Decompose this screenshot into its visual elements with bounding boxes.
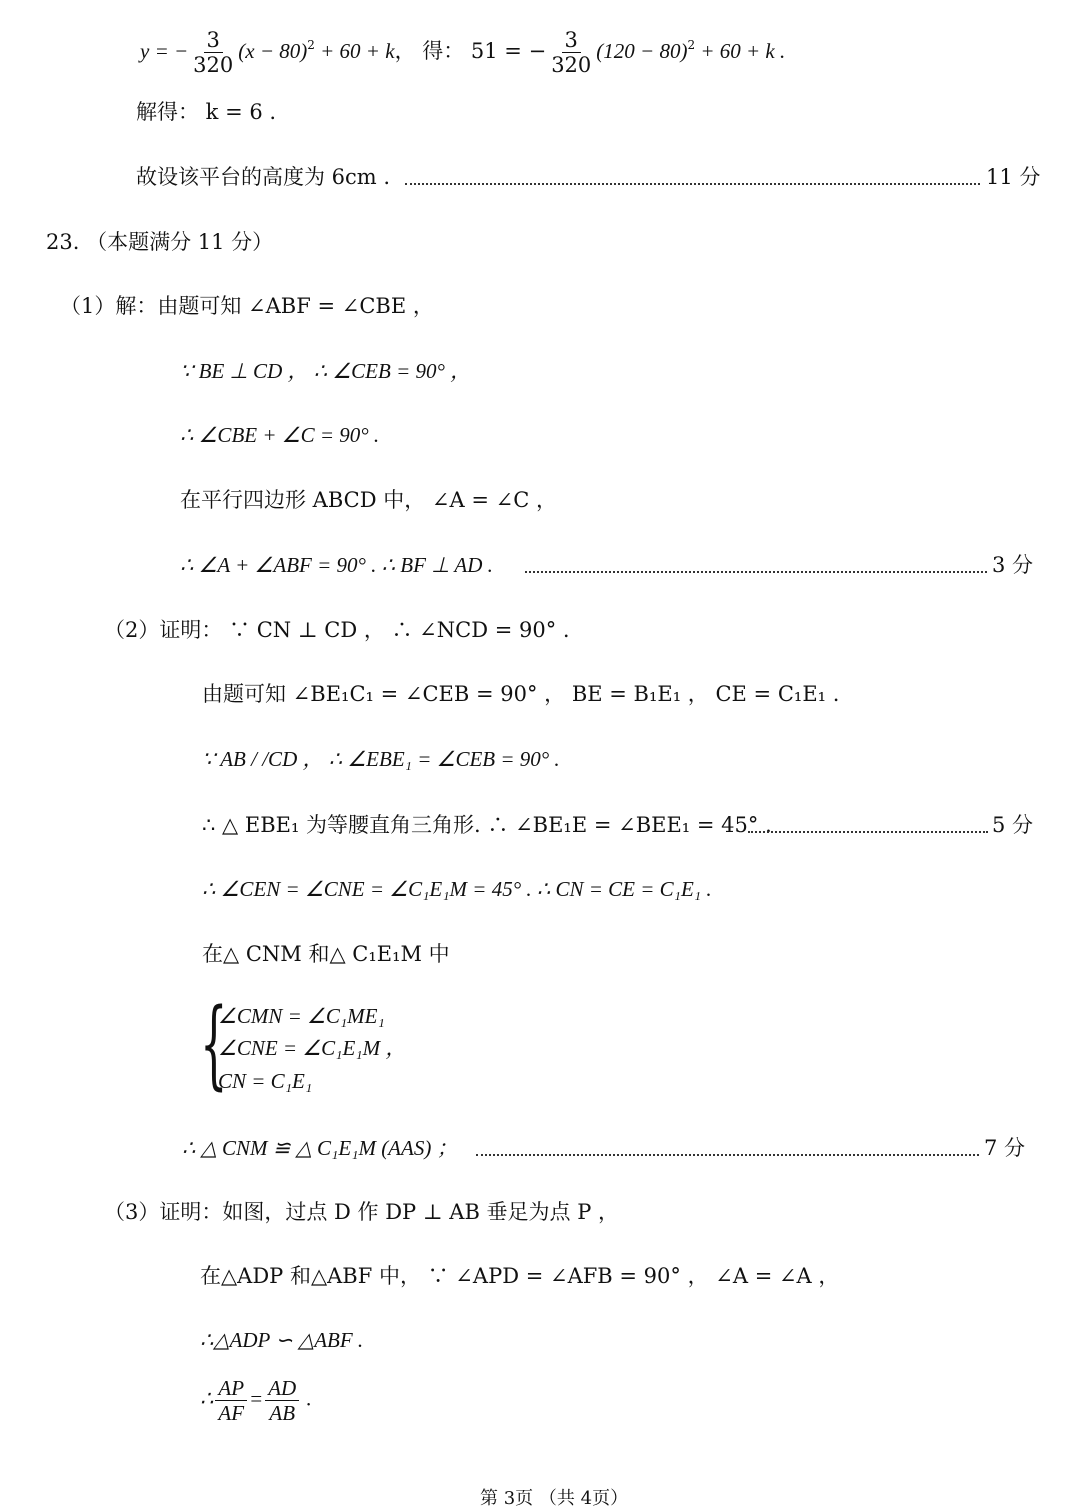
part1-line2: ∵ BE ⊥ CD ， ∴ ∠CEB = 90° ， bbox=[180, 359, 472, 383]
part1-line3: ∴ ∠CBE + ∠C = 90° . bbox=[180, 423, 380, 447]
part3-line4: ∴ $\frac{AP}{AF}$ = $\frac{AD}{AB}$ . bbox=[200, 1376, 312, 1425]
score-7: 7 分 bbox=[984, 1136, 1026, 1160]
score-5: 5 分 bbox=[992, 813, 1034, 837]
system-eq-1: ∠CMN = ∠C₁ME₁ bbox=[218, 1004, 385, 1028]
score-3: 3 分 bbox=[992, 553, 1034, 577]
part2-line6: 在△ CNM 和△ C₁E₁M 中 bbox=[202, 942, 450, 966]
leader-dots bbox=[525, 571, 987, 573]
part2-line7: ∴ △ CNM ≌ △ C₁E₁M (AAS) ； bbox=[182, 1136, 458, 1160]
part3-line3: ∴△ADP ∽ △ABF . bbox=[200, 1328, 364, 1352]
fraction-ap-af: $\frac{AP}{AF}$ bbox=[215, 1376, 247, 1425]
fraction-ad-ab: $\frac{AD}{AB}$ bbox=[265, 1376, 299, 1425]
leader-dots bbox=[476, 1154, 979, 1156]
part2-line4: ∴ △ EBE₁ 为等腰直角三角形. ∴ ∠BE₁E = ∠BEE₁ = 45° . bbox=[202, 813, 772, 837]
page-footer: 第 3页 （共 4页） bbox=[480, 1488, 629, 1509]
part2-line2: 由题可知 ∠BE₁C₁ = ∠CEB = 90° ， BE = B₁E₁ ， CE = C₁E₁ . bbox=[202, 682, 840, 706]
leader-dots bbox=[748, 831, 988, 833]
leader-dots bbox=[405, 183, 980, 185]
fraction-2: $\frac{3}{320}$ bbox=[551, 28, 592, 77]
part1-line5: ∴ ∠A + ∠ABF = 90° . ∴ BF ⊥ AD . bbox=[180, 553, 493, 577]
question-23-header: 23. （本题满分 11 分） bbox=[46, 230, 274, 254]
equation-line-1: y = − $\frac{3}{320}$ $(x - 80)^2 + 60 + k$， 得： 51 = − $\frac{3}{320}$ $(120 - 80)^2 + 60 + k$ . bbox=[140, 28, 786, 77]
part2-line5: ∴ ∠CEN = ∠CNE = ∠C₁E₁M = 45° . ∴ CN = CE = C₁E₁ . bbox=[202, 877, 712, 901]
score-11: 11 分 bbox=[986, 165, 1041, 189]
part2-line1: （2）证明： ∵ CN ⊥ CD ， ∴ ∠NCD = 90° . bbox=[104, 618, 570, 642]
fraction-1: $\frac{3}{320}$ bbox=[193, 28, 234, 77]
part1-line4: 在平行四边形 ABCD 中， ∠A = ∠C ， bbox=[180, 488, 557, 512]
part3-line2: 在△ADP 和△ABF 中， ∵ ∠APD = ∠AFB = 90° ， ∠A = ∠A ， bbox=[200, 1264, 840, 1288]
platform-height-line: 故设该平台的高度为 6cm . bbox=[136, 165, 391, 189]
system-brace: { bbox=[200, 988, 228, 1100]
solve-line: 解得： k = 6 . bbox=[136, 100, 277, 124]
system-eq-2: ∠CNE = ∠C₁E₁M ， bbox=[218, 1036, 407, 1060]
eq-y: y = − bbox=[140, 39, 189, 63]
part3-line1: （3）证明：如图，过点 D 作 DP ⊥ AB 垂足为点 P ， bbox=[104, 1200, 620, 1224]
part1-line1: （1）解：由题可知 ∠ABF = ∠CBE ， bbox=[60, 294, 434, 318]
part2-line3: ∵ AB / /CD ， ∴ ∠EBE₁ = ∠CEB = 90° . bbox=[202, 747, 560, 771]
system-eq-3: CN = C₁E₁ bbox=[218, 1069, 313, 1093]
